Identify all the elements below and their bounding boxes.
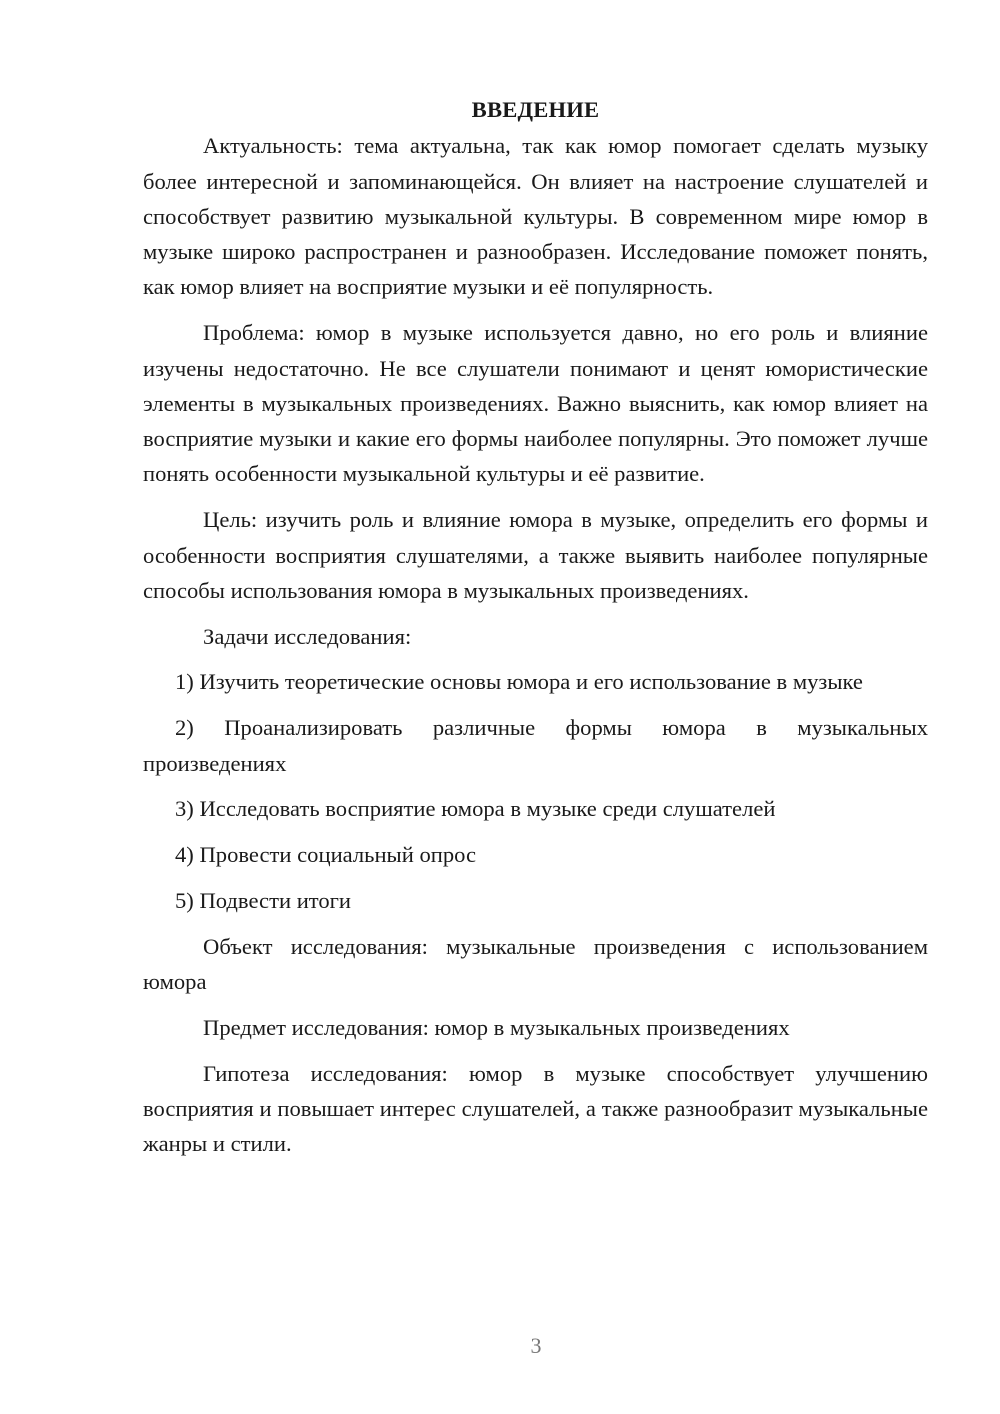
task-item-5: 5) Подвести итоги [175, 887, 352, 913]
task-item-1: 1) Изучить теоретические основы юмора и его использование в музыке [175, 669, 863, 695]
paragraph-subject: Предмет исследования: юмор в музыкальных произведениях [203, 1014, 790, 1040]
task-item-4: 4) Провести социальный опрос [175, 842, 477, 868]
paragraph-hypothesis: Гипотеза исследования: юмор в музыке способствует улучшению восприятия и повышает интерес слушателей, а также разнообразит музыкальные жанры и стили. [143, 1060, 928, 1157]
tasks-heading: Задачи исследования: [203, 623, 412, 649]
section-title: ВВЕДЕНИЕ [471, 97, 600, 122]
page-content [143, 92, 928, 1162]
paragraph-relevance: Актуальность: тема актуальна, так как юмор помогает сделать музыку более интересной и запоминающейся. Он влияет на настроение слушателей и способствует развитию музыкальной культуры. В современном мире юмор в музыке широко распространен и разнообразен. Исследование поможет понять, как юмор влияет на восприятие музыки и её популярность. [143, 133, 928, 300]
paragraph-problem: Проблема: юмор в музыке используется давно, но его роль и влияние изучены недостаточно. Не все слушатели понимают и ценят юмористические элементы в музыкальных произведениях. Важно выяснить, как юмор влияет на восприятие музыки и какие его формы наиболее популярны. Это поможет лучше понять особенности музыкальной культуры и её развитие. [143, 320, 928, 487]
task-item-3: 3) Исследовать восприятие юмора в музыке среди слушателей [175, 796, 776, 822]
paragraph-goal: Цель: изучить роль и влияние юмора в музыке, определить его формы и особенности восприятия слушателями, а также выявить наиболее популярные способы использования юмора в музыкальных произведениях. [143, 507, 928, 603]
page-number: 3 [530, 1333, 542, 1358]
paragraph-object: Объект исследования: музыкальные произведения с использованием юмора [143, 933, 928, 995]
task-item-2: 2) Проанализировать различные формы юмора в музыкальных произведениях [143, 715, 928, 776]
